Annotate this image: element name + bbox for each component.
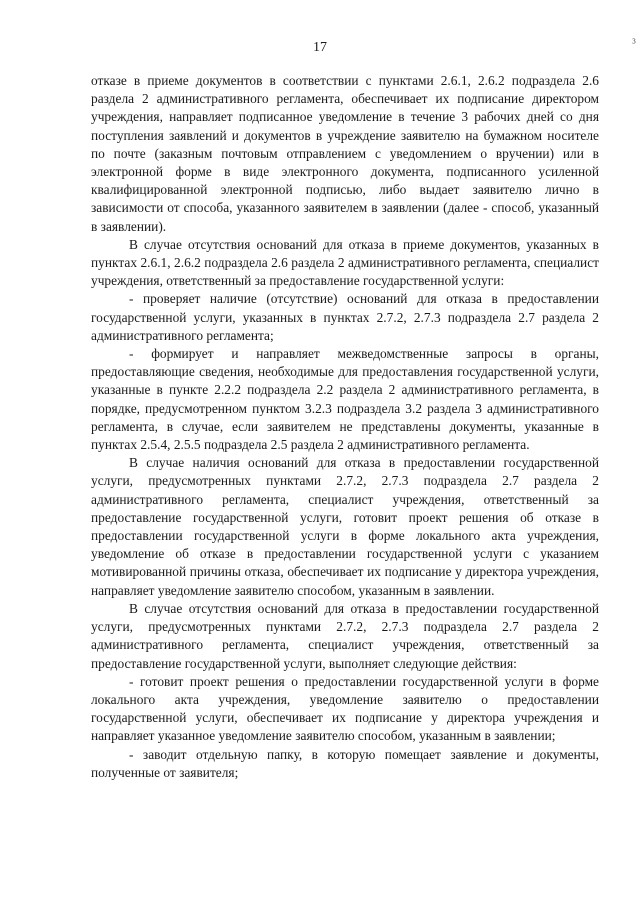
paragraph-continuation: отказе в приеме документов в соответствии с пунктами 2.6.1, 2.6.2 подраздела 2.6 раздела 2 административного регламента, обеспечивает их подписание директором учреждения, направляет подписанное уведомление в течение 3 рабочих дней со дня поступления заявлений и документов в учреждение заявителю на бумажном носителе по почте (заказным почтовым отправлением с уведомлением о вручении) или в электронной форме в виде электронного документа, подписанного усиленной квалифицированной электронной подписью, либо выдает заявителю лично в зависимости от способа, указанного заявителем в заявлении (далее - способ, указанный в заявлении). [91,73,599,234]
list-item-create-folder: - заводит отдельную папку, в которую помещает заявление и документы, полученные от заявителя; [91,746,599,780]
page-number: 17 [313,40,327,55]
document-body [91,72,599,782]
paragraph-no-grounds-refusal: В случае отсутствия оснований для отказа в приеме документов, указанных в пунктах 2.6.1, 2.6.2 подраздела 2.6 раздела 2 административного регламента, специалист учреждения, ответственный за предоставление государственной услуги: [91,236,599,289]
list-item-interagency-requests: - формирует и направляет межведомственные запросы в органы, предоставляющие сведения, необходимые для предоставления государственной услуги, указанные в пункте 2.2.2 подраздела 2.2 раздела 2 административного регламента, в порядке, предусмотренном пунктом 3.2.3 подраздела 3.2 раздела 3 административного регламента, в случае, если заявителем не представлены документы, указанные в пунктах 2.5.4, 2.5.5 подраздела 2.5 раздела 2 административного регламента. [91,346,599,453]
list-item-check-grounds: - проверяет наличие (отсутствие) оснований для отказа в предоставлении государственной услуги, указанных в пунктах 2.7.2, 2.7.3 подраздела 2.7 раздела 2 административного регламента; [91,291,599,343]
paragraph-grounds-for-refusal: В случае наличия оснований для отказа в предоставлении государственной услуги, предусмотренных пунктами 2.7.2, 2.7.3 подраздела 2.7 раздела 2 административного регламента, специалист учреждения, ответственный за предоставление государственной услуги, готовит проект решения об отказе в предоставлении государственной услуги в форме локального акта учреждения, уведомление об отказе в предоставлении государственной услуги с указанием мотивированной причины отказа, обеспечивает их подписание у директора учреждения, направляет уведомление заявителю способом, указанным в заявлении. [91,455,599,598]
corner-mark: ₃ [631,30,636,44]
list-item-prepare-decision: - готовит проект решения о предоставлении государственной услуги в форме локального акта учреждения, уведомление заявителю о предоставлении государственной услуги, обеспечивает их подписание у директора учреждения и направляет указанное уведомление заявителю способом, указанным в заявлении; [91,673,599,744]
paragraph-no-grounds-provision: В случае отсутствия оснований для отказа в предоставлении государственной услуги, предусмотренных пунктами 2.7.2, 2.7.3 подраздела 2.7 раздела 2 административного регламента, специалист учреждения, ответственный за предоставление государственной услуги, выполняет следующие действия: [91,600,599,671]
